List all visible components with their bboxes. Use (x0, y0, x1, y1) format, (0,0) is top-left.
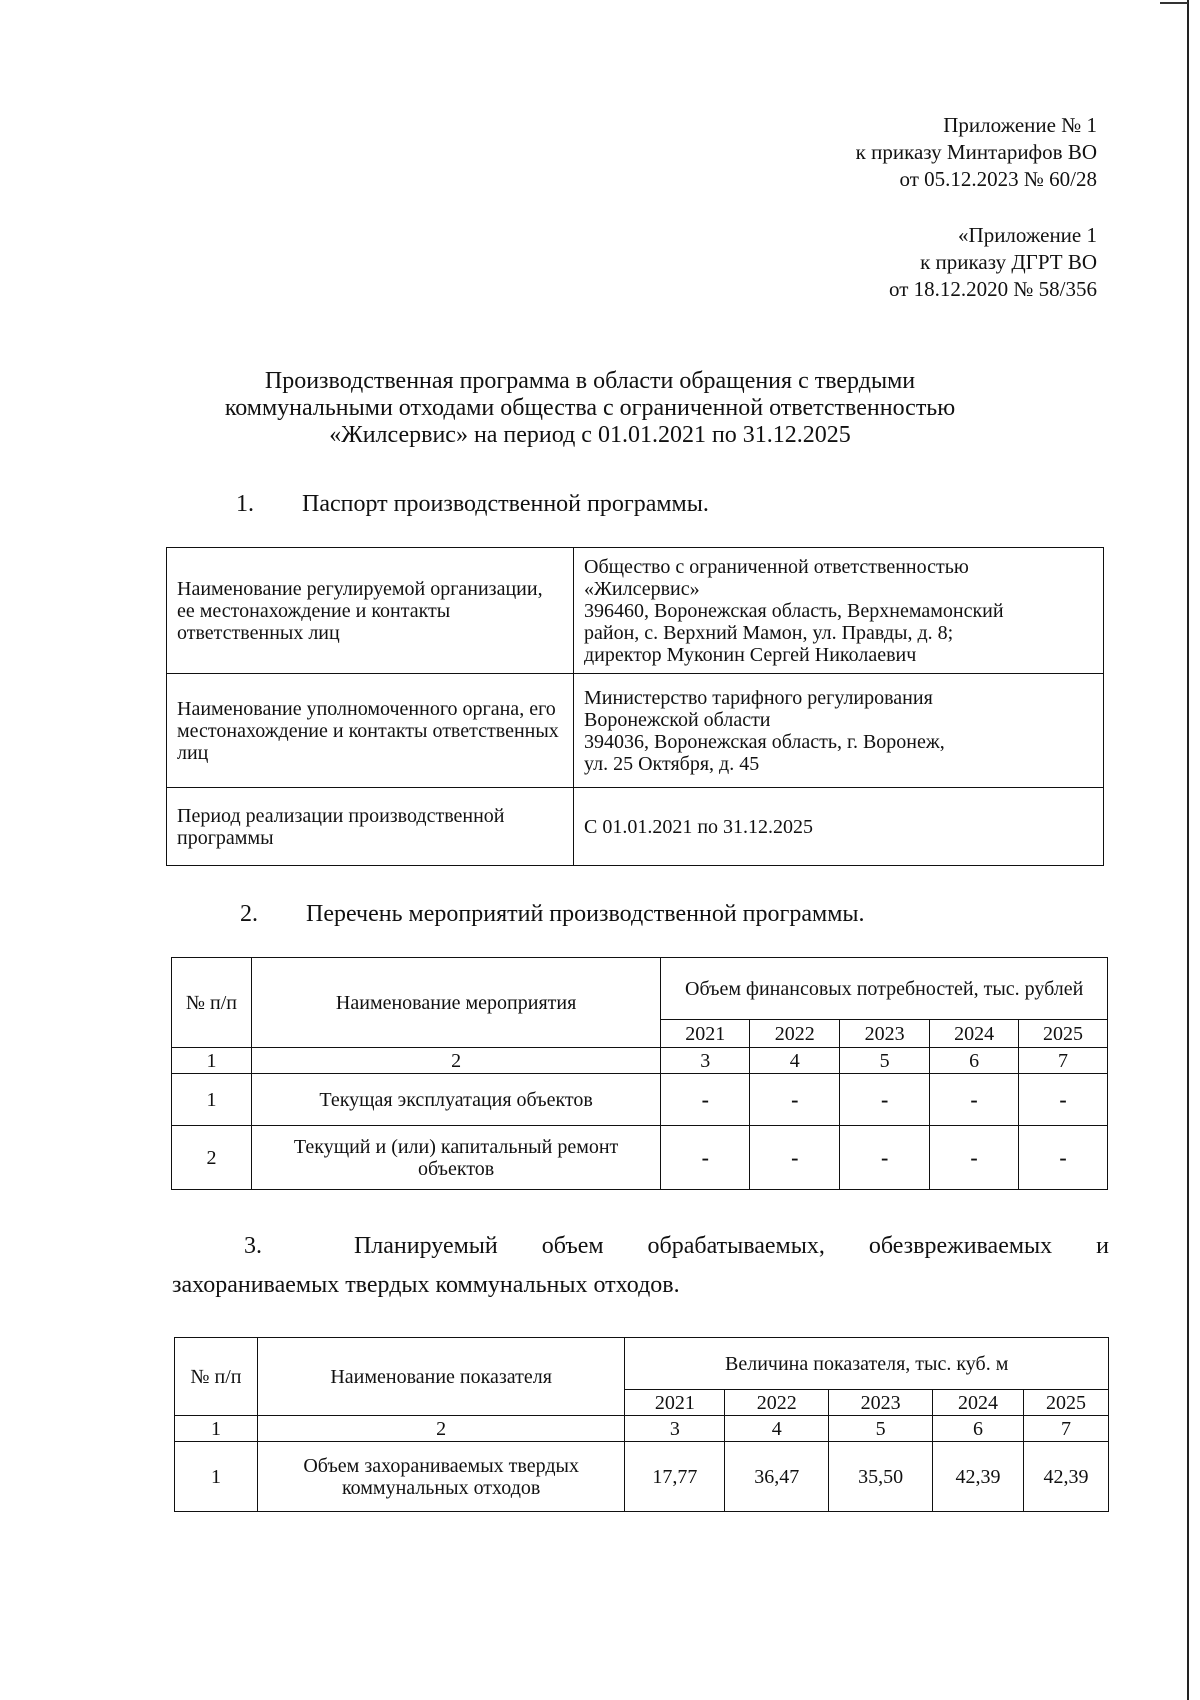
appendix-2-line-3: от 18.12.2020 № 58/356 (888, 277, 1097, 301)
volume-col-group: Величина показателя, тыс. куб. м (625, 1338, 1109, 1390)
volume-index-row (175, 1416, 1109, 1442)
section-3-title-line-2: захораниваемых твердых коммунальных отходов. (172, 1272, 680, 1298)
measures-col-name: Наименование мероприятия (251, 958, 660, 1048)
volume-index-cell: 4 (725, 1416, 829, 1442)
passport-value-line: ул. 25 Октября, д. 45 (584, 752, 760, 775)
volume-index-cell: 1 (175, 1416, 258, 1442)
page-edge-corner (1160, 2, 1188, 4)
appendix-2-line-1: «Приложение 1 (958, 223, 1097, 247)
section-1-number: 1. (236, 491, 254, 517)
measures-index-cell: 6 (930, 1048, 1019, 1074)
passport-label-organization: Наименование регулируемой организации, ее местонахождение и контакты ответственных лиц (167, 548, 574, 674)
passport-table (166, 547, 1104, 866)
measures-year: 2021 (661, 1020, 750, 1048)
volume-index-cell: 2 (257, 1416, 625, 1442)
table-row (172, 1074, 1108, 1126)
volume-index-cell: 6 (933, 1416, 1024, 1442)
passport-label-period: Период реализации производственной программы (167, 788, 574, 866)
passport-value-organization (574, 548, 1104, 674)
passport-value-line: «Жилсервис» (584, 577, 700, 600)
measures-row-name: Текущая эксплуатация объектов (251, 1074, 660, 1126)
section-3-title-word: Планируемый (353, 1233, 498, 1259)
volume-header-row (175, 1338, 1109, 1390)
passport-value-line: 396460, Воронежская область, Верхнемамонский (584, 599, 1004, 622)
measures-year: 2023 (840, 1020, 930, 1048)
section-2-heading (240, 900, 865, 928)
measures-value: - (750, 1126, 840, 1190)
measures-index-cell: 4 (750, 1048, 840, 1074)
section-3-number: 3. (244, 1233, 262, 1259)
passport-value-line: 394036, Воронежская область, г. Воронеж, (584, 730, 945, 753)
section-3-heading (244, 1232, 1109, 1260)
section-2-title: Перечень мероприятий производственной программы. (306, 901, 865, 927)
appendix-header-1 (856, 112, 1097, 193)
appendix-1-line-3: от 05.12.2023 № 60/28 (899, 167, 1097, 191)
measures-value: - (840, 1126, 930, 1190)
passport-row-period (167, 788, 1104, 866)
passport-value-line: Воронежской области (584, 708, 771, 731)
passport-row-organization (167, 548, 1104, 674)
volume-row-name: Объем захораниваемых твердых коммунальных отходов (257, 1442, 625, 1512)
measures-col-num: № п/п (172, 958, 252, 1048)
section-3-title-word: и (1096, 1233, 1109, 1259)
measures-row-num: 2 (172, 1126, 252, 1190)
section-1-heading (236, 490, 709, 518)
passport-row-authority (167, 674, 1104, 788)
passport-value-period (574, 788, 1104, 866)
appendix-1-line-2: к приказу Минтарифов ВО (855, 140, 1097, 164)
section-2-number: 2. (240, 901, 258, 927)
measures-index-cell: 1 (172, 1048, 252, 1074)
volume-year: 2025 (1024, 1390, 1109, 1416)
volume-index-cell: 7 (1024, 1416, 1109, 1442)
section-3-title-word: обрабатываемых, (647, 1233, 825, 1259)
volume-year: 2022 (725, 1390, 829, 1416)
volume-index-cell: 5 (829, 1416, 933, 1442)
measures-row-num: 1 (172, 1074, 252, 1126)
volume-value: 35,50 (829, 1442, 933, 1512)
measures-value: - (1019, 1074, 1108, 1126)
measures-value: - (661, 1126, 750, 1190)
volume-table (174, 1337, 1109, 1512)
title-line-3: «Жилсервис» на период с 01.01.2021 по 31.12.2025 (329, 422, 851, 448)
volume-row-num: 1 (175, 1442, 258, 1512)
volume-value: 42,39 (933, 1442, 1024, 1512)
section-3-title-word: объем (541, 1233, 604, 1259)
title-line-2: коммунальными отходами общества с ограниченной ответственностью (224, 395, 956, 421)
measures-index-cell: 7 (1019, 1048, 1108, 1074)
passport-value-line: Общество с ограниченной ответственностью (584, 555, 969, 578)
appendix-2-line-2: к приказу ДГРТ ВО (920, 250, 1097, 274)
passport-value-line: район, с. Верхний Мамон, ул. Правды, д. 8; (584, 621, 954, 644)
measures-year: 2024 (930, 1020, 1019, 1048)
measures-year: 2022 (750, 1020, 840, 1048)
measures-header-row (172, 958, 1108, 1020)
measures-value: - (930, 1074, 1019, 1126)
volume-year: 2021 (625, 1390, 725, 1416)
measures-value: - (1019, 1126, 1108, 1190)
volume-col-num: № п/п (175, 1338, 258, 1416)
passport-value-line: Министерство тарифного регулирования (584, 686, 933, 709)
title-line-1: Производственная программа в области обращения с твердыми (264, 368, 916, 394)
section-3-title-word: обезвреживаемых (868, 1233, 1053, 1259)
measures-col-group: Объем финансовых потребностей, тыс. рублей (661, 958, 1108, 1020)
volume-index-cell: 3 (625, 1416, 725, 1442)
passport-value-line: С 01.01.2021 по 31.12.2025 (584, 815, 814, 838)
passport-value-line: директор Муконин Сергей Николаевич (584, 643, 917, 666)
measures-index-cell: 5 (840, 1048, 930, 1074)
section-1-title: Паспорт производственной программы. (302, 491, 709, 517)
measures-year: 2025 (1019, 1020, 1108, 1048)
volume-year: 2024 (933, 1390, 1024, 1416)
measures-value: - (840, 1074, 930, 1126)
measures-value: - (750, 1074, 840, 1126)
table-row (175, 1442, 1109, 1512)
measures-row-name: Текущий и (или) капитальный ремонт объектов (251, 1126, 660, 1190)
measures-index-cell: 2 (251, 1048, 660, 1074)
page-edge-line (1187, 0, 1189, 1700)
volume-value: 36,47 (725, 1442, 829, 1512)
volume-value: 17,77 (625, 1442, 725, 1512)
measures-value: - (930, 1126, 1019, 1190)
measures-index-row (172, 1048, 1108, 1074)
measures-table (171, 957, 1108, 1190)
appendix-header-2 (889, 222, 1097, 303)
volume-year: 2023 (829, 1390, 933, 1416)
passport-value-authority (574, 674, 1104, 788)
measures-value: - (661, 1074, 750, 1126)
volume-value: 42,39 (1024, 1442, 1109, 1512)
passport-label-authority: Наименование уполномоченного органа, его местонахождение и контакты ответственных лиц (167, 674, 574, 788)
table-row (172, 1126, 1108, 1190)
appendix-1-line-1: Приложение № 1 (943, 113, 1097, 137)
measures-index-cell: 3 (661, 1048, 750, 1074)
volume-col-name: Наименование показателя (257, 1338, 625, 1416)
document-title (150, 368, 1030, 449)
